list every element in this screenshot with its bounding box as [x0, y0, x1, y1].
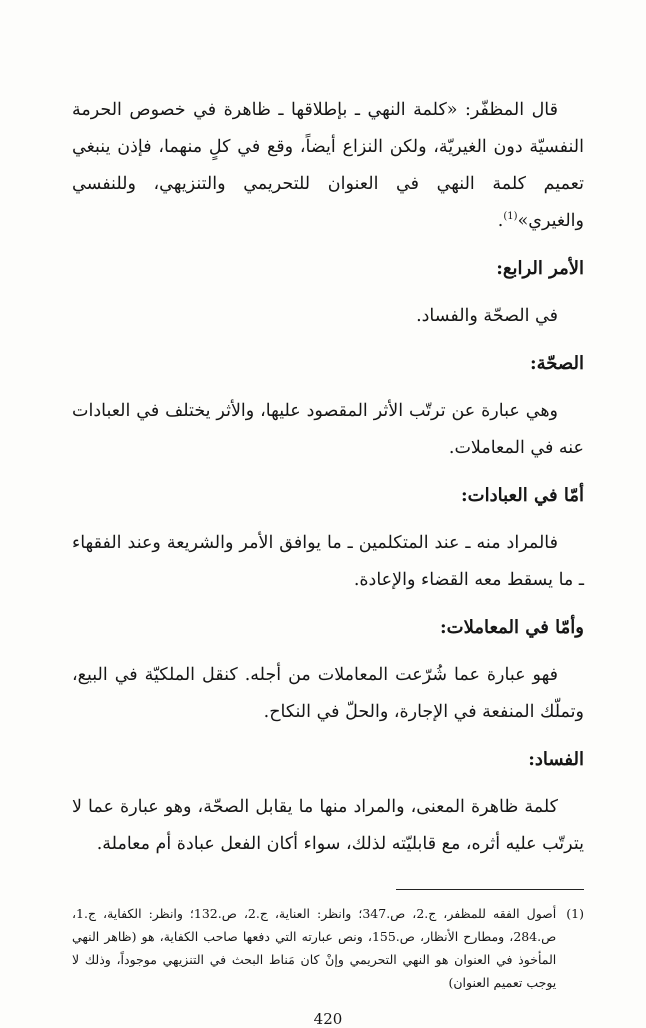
footnote-number: (1)	[566, 906, 584, 921]
footnote	[72, 902, 584, 994]
paragraph-validity-and-invalidity: في الصحّة والفساد.	[416, 306, 558, 326]
heading-in-transactions: وأمّا في المعاملات:	[440, 617, 584, 638]
paragraph-in-worship: فالمراد منه ـ عند المتكلمين ـ ما يوافق الأمر والشريعة وعند الفقهاء ـ ما يسقط معه القضاء والإعادة.	[72, 533, 584, 590]
footnote-text: أصول الفقه للمظفر، ج.2، ص.347؛ وانظر: العناية، ج.2، ص.132؛ وانظر: الكفاية، ج.1، ص.284، ومطارح الأنظار، ص.155، ونص عبارته التي دفعها صاحب الكفاية، هو (ظاهر النهي المأخوذ في العنوان هو النهي التحريمي وإنْ كان مَناط البحث في التنزيهي موجوداً، وذلك لا يوجب تعميم العنوان)	[72, 906, 557, 990]
paragraph-quote-text: قال المظفّر: «كلمة النهي ـ بإطلاقها ـ ظاهرة في خصوص الحرمة النفسيّة دون الغيريّة، ولكن النزاع أيضاً، وقع في كلٍ منهما، فإذن ينبغي تعميم كلمة النهي في العنوان للتحريمي والتنزيهي، وللنفسي والغيري»	[72, 100, 584, 231]
paragraph-quote	[72, 92, 584, 240]
paragraph-validity-definition: وهي عبارة عن ترتّب الأثر المقصود عليها، والأثر يختلف في العبادات عنه في المعاملات.	[72, 401, 584, 458]
footnote-reference[interactable]: (1)	[503, 211, 518, 223]
heading-in-worship: أمّا في العبادات:	[461, 485, 584, 506]
paragraph-quote-end: .	[497, 211, 504, 231]
heading-invalidity: الفساد:	[528, 749, 584, 770]
page-number: 420	[313, 1010, 343, 1028]
paragraph-in-transactions: فهو عبارة عما شُرّعت المعاملات من أجله. كنقل الملكيّة في البيع، وتملّك المنفعة في الإجارة، والحلّ في النكاح.	[72, 665, 584, 722]
page-body	[72, 92, 584, 1028]
heading-validity: الصحّة:	[529, 353, 584, 374]
heading-fourth-matter: الأمر الرابع:	[496, 258, 584, 279]
paragraph-invalidity-definition: كلمة ظاهرة المعنى، والمراد منها ما يقابل الصحّة، وهو عبارة عما لا يترتّب عليه أثره، مع قابليّته لذلك، سواء أكان الفعل عبادة أم معاملة.	[72, 797, 584, 854]
footnote-separator	[396, 889, 584, 890]
